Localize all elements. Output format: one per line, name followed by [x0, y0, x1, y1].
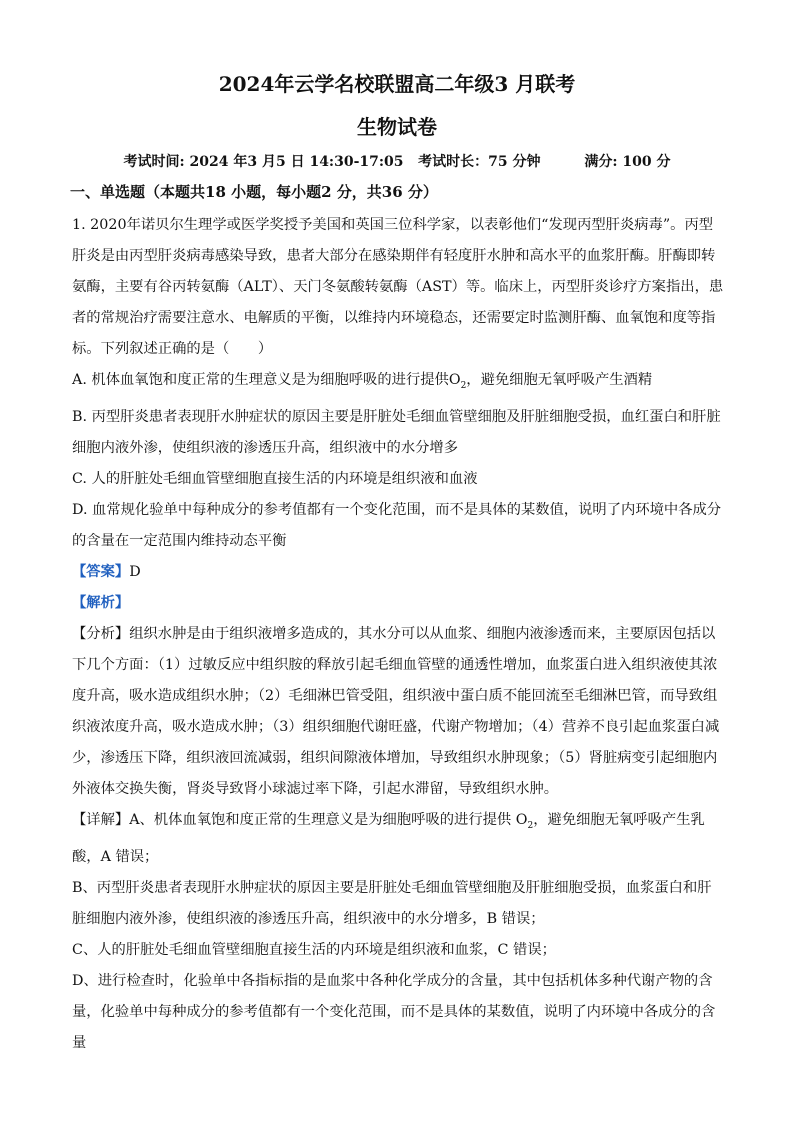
exam-info: 考试时间: 2024 年3 月5 日 14:30-17:05 考试时长：75 分钟 满分: 100 分 [123, 154, 671, 170]
question-stem: 1. 2020年诺贝尔生理学或医学奖授予美国和英国三位科学家，以表彰他们“发现丙型肝炎病毒”。丙型肝炎是由丙型肝炎病毒感染导致，患者大部分在感染期伴有轻度肝水肿和高水平的血浆肝酶。肝酶即转氨酶，主要有谷丙转氨酶（ALT）、天门冬氨酸转氨酶（AST）等。临床上，丙型肝炎诊疗方案指出，患者的常规治疗需要注意水、电解质的平衡，以维持内环境稳态，还需要定时监测肝酶、血氧饱和度等指标。下列叙述正确的是（ ） [72, 217, 724, 357]
page-subtitle: 生物试卷 [357, 115, 437, 139]
option-c: C. 人的肝脏处毛细血管壁细胞直接生活的内环境是组织液和血液 [72, 470, 478, 487]
page-title: 2024年云学名校联盟高二年级3 月联考 [218, 72, 576, 96]
answer-label: 【答案】 [72, 563, 130, 580]
question-body [72, 210, 724, 1059]
analysis-fenxi [72, 619, 724, 805]
option-d: D. 血常规化验单中每种成分的参考值都有一个变化范围，而不是具体的某数值，说明了内环境中各成分的含量在一定范围内维持动态平衡 [72, 501, 722, 549]
analysis-line [72, 588, 724, 619]
option-a-text: A. 机体血氧饱和度正常的生理意义是为细胞呼吸的进行提供O [72, 372, 461, 388]
xiangjie-label: 【详解】 [72, 811, 130, 828]
option-b: B. 丙型肝炎患者表现肝水肿症状的原因主要是肝脏处毛细血管壁细胞及肝脏细胞受损，血红蛋白和肝脏细胞内液外渗，使组织液的渗透压升高，组织液中的水分增多 [72, 408, 721, 456]
fenxi-text: 组织水肿是由于组织液增多造成的，其水分可以从血浆、细胞内液渗透而来，主要原因包括以下几个方面：（1）过敏反应中组织胺的释放引起毛细血管壁的通透性增加，血浆蛋白进入组织液使其浓度升高，吸水造成组织水肿；（2）毛细淋巴管受阻，组织液中蛋白质不能回流至毛细淋巴管，而导致组织液浓度升高，吸水造成水肿；（3）组织细胞代谢旺盛，代谢产物增加；（4）营养不良引起血浆蛋白减少，渗透压下降，组织液回流减弱，组织间隙液体增加，导致组织水肿现象；（5）肾脏病变引起细胞内外液体交换失衡，肾炎导致肾小球滤过率下降，引起水滞留，导致组织水肿。 [72, 625, 720, 797]
section-heading: 一、单选题（本题共18 小题，每小题2 分，共36 分） [70, 183, 438, 201]
analysis-xiangjie-b: B、丙型肝炎患者表现肝水肿症状的原因主要是肝脏处毛细血管壁细胞及肝脏细胞受损，血浆蛋白和肝脏细胞内液外渗，使组织液的渗透压升高，组织液中的水分增多，B 错误； [72, 879, 712, 927]
analysis-xiangjie-d: D、进行检查时，化验单中各指标指的是血浆中各种化学成分的含量，其中包括机体多种代谢产物的含量，化验单中每种成分的参考值都有一个变化范围，而不是具体的某数值，说明了内环境中各成分的含量 [72, 972, 716, 1051]
xiangjie-a-tail: ，避免细胞无氧呼吸产生乳酸，A 错误； [72, 811, 705, 865]
answer-line [72, 557, 724, 588]
xiangjie-a-subscript: 2 [527, 820, 534, 831]
analysis-xiangjie-c: C、人的肝脏处毛细血管壁细胞直接生活的内环境是组织液和血浆，C 错误； [72, 941, 556, 958]
fenxi-label: 【分析】 [72, 625, 130, 642]
option-a-subscript: 2 [460, 380, 467, 391]
answer-value: D [129, 563, 141, 580]
analysis-xiangjie-a [72, 805, 724, 873]
option-a [72, 365, 724, 402]
analysis-label: 【解析】 [72, 594, 130, 611]
option-a-tail: ，避免细胞无氧呼吸产生酒精 [466, 372, 653, 388]
xiangjie-a-text: A、机体血氧饱和度正常的生理意义是为细胞呼吸的进行提供 O [129, 811, 528, 828]
